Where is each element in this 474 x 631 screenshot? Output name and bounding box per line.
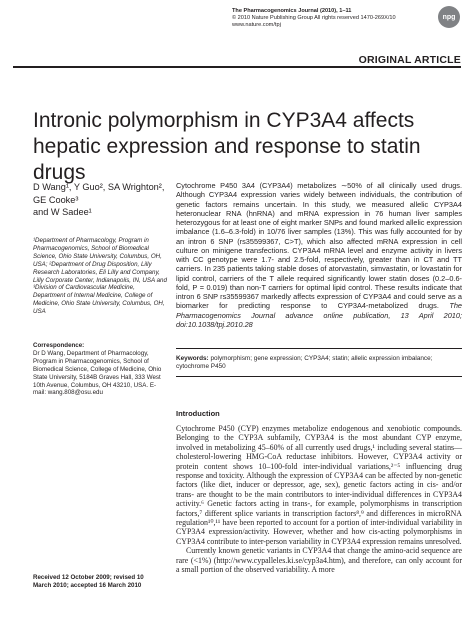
header-rule <box>13 66 461 68</box>
section-label: ORIGINAL ARTICLE <box>358 54 461 66</box>
journal-url[interactable]: www.nature.com/tpj <box>232 22 281 28</box>
author-list <box>33 181 168 219</box>
introduction-heading: Introduction <box>176 409 220 418</box>
abstract-text: Cytochrome P450 3A4 (CYP3A4) metabolizes ∼50% of all clinically used drugs. Although CYP3A4 expression varies widely between individuals, the contribution of genetic factors remains uncertain. In this study, we measured allelic CYP3A4 heteronuclear RNA (hnRNA) and mRNA expression in 76 human liver samples heterozygous for at least one of eight marker SNPs and found marked allelic expression imbalance (1.6–6.3-fold) in 10/76 liver samples (13%). This was fully accounted for by an intron 6 SNP (rs35599367, C>T), which also affected mRNA expression in cell culture on minigene transfections. CYP3A4 mRNA level and enzyme activity in livers with CC genotype were 1.7- and 2.5-fold, respectively, greater than in CT and TT carriers. In 235 patients taking stable doses of atorvastatin, simvastatin, or lovastatin for lipid control, carriers of the T allele required significantly lower statin doses (0.2–0.6-fold, P = 0.019) than non-T carriers for optimal lipid control. These results indicate that intron 6 SNP rs35599367 markedly affects expression of CYP3A4 and could serve as a biomarker for predicting response to CYP3A4-metabolized drugs. <box>176 181 462 311</box>
journal-header <box>232 8 432 29</box>
keywords-bottom-rule <box>176 376 462 377</box>
keywords-label: Keywords: <box>176 355 209 362</box>
copyright-line: © 2010 Nature Publishing Group All rights reserved 1470-269X/10 <box>232 15 396 21</box>
keywords-block <box>176 355 462 371</box>
correspondence-text: Dr D Wang, Department of Pharmacology, Program in Pharmacogenomics, School of Biomedical Science, College of Medicine, Ohio State University, 5184B Graves Hall, 333 West 10th Avenue, Columbus, OH 43210, USA. E-mail: wang.808@osu.edu <box>33 349 162 397</box>
intro-paragraph-1: Cytochrome P450 (CYP) enzymes metabolize endogenous and xenobiotic compounds. Belonging to the CYP3A subfamily, CYP3A4 is the most abundant CYP enzyme, involved in metabolizing 45–60% of all currently used drugs,¹ including several statins—cholesterol-lowering HMG-CoA reductase inhibitors. However, CYP3A4 activity or protein content shows 10–100-fold inter-individual variations,²⁻⁵ influencing drug response and toxicity. Although the expression of CYP3A4 can be affected by non-genetic factors (like diet, inducer or depressor, age, sex), genetic factors acting in cis- and/or trans- are thought to be the main contributors to inter-individual differences in CYP3A4 activity.⁶ Genetic factors acting in trans-, for example, polymorphisms in transcription factors,⁷ different splice variants in transcription factors⁸,⁹ and differences in microRNA regulation¹⁰,¹¹ have been reported to account for a portion of inter-individual variability in CYP3A4 expression/activity. However, whether and how cis-acting polymorphisms in CYP3A4 contribute to inter-person variability in CYP3A4 expression remains unresolved. <box>176 424 462 546</box>
npg-logo: npg <box>438 6 460 28</box>
journal-line: The Pharmacogenomics Journal (2010), 1–11 <box>232 8 352 14</box>
correspondence <box>33 342 168 397</box>
authors-line-1: D Wang¹, Y Guo², SA Wrighton², GE Cooke³ <box>33 182 165 205</box>
affiliations: ¹Department of Pharmacology, Program in Pharmacogenomics, School of Biomedical Science, Ohio State University, Columbus, OH, USA; ²Department of Drug Disposition, Lilly Research Laboratories, Eli Lilly and Company, Lilly Corporate Center, Indianapolis, IN, USA and ³Division of Cardiovascular Medicine, Department of Internal Medicine, College of Medicine, Ohio State University, Columbus, OH, USA <box>33 237 167 316</box>
authors-line-2: and W Sadee¹ <box>33 207 92 217</box>
article-title: Intronic polymorphism in CYP3A4 affects hepatic expression and response to statin drugs <box>33 109 421 184</box>
received-dates: Received 12 October 2009; revised 10 March 2010; accepted 16 March 2010 <box>33 574 144 589</box>
keywords-top-rule <box>176 348 462 349</box>
abstract <box>176 181 462 329</box>
citation: The Pharmacogenomics Journal advance online publication, 13 April 2010; doi:10.1038/tpj.2010.28 <box>176 301 462 329</box>
intro-paragraph-2: Currently known genetic variants in CYP3A4 that change the amino-acid sequence are rare (<1%) (http://www.cypalleles.ki.se/cyp3a4.htm), and therefore, can only account for a small portion of the observed variability. A more <box>176 546 462 575</box>
correspondence-heading: Correspondence: <box>33 342 85 349</box>
introduction <box>176 424 462 575</box>
keywords-text: polymorphism; gene expression; CYP3A4; statin; allelic expression imbalance; cytochrome P450 <box>176 355 433 370</box>
